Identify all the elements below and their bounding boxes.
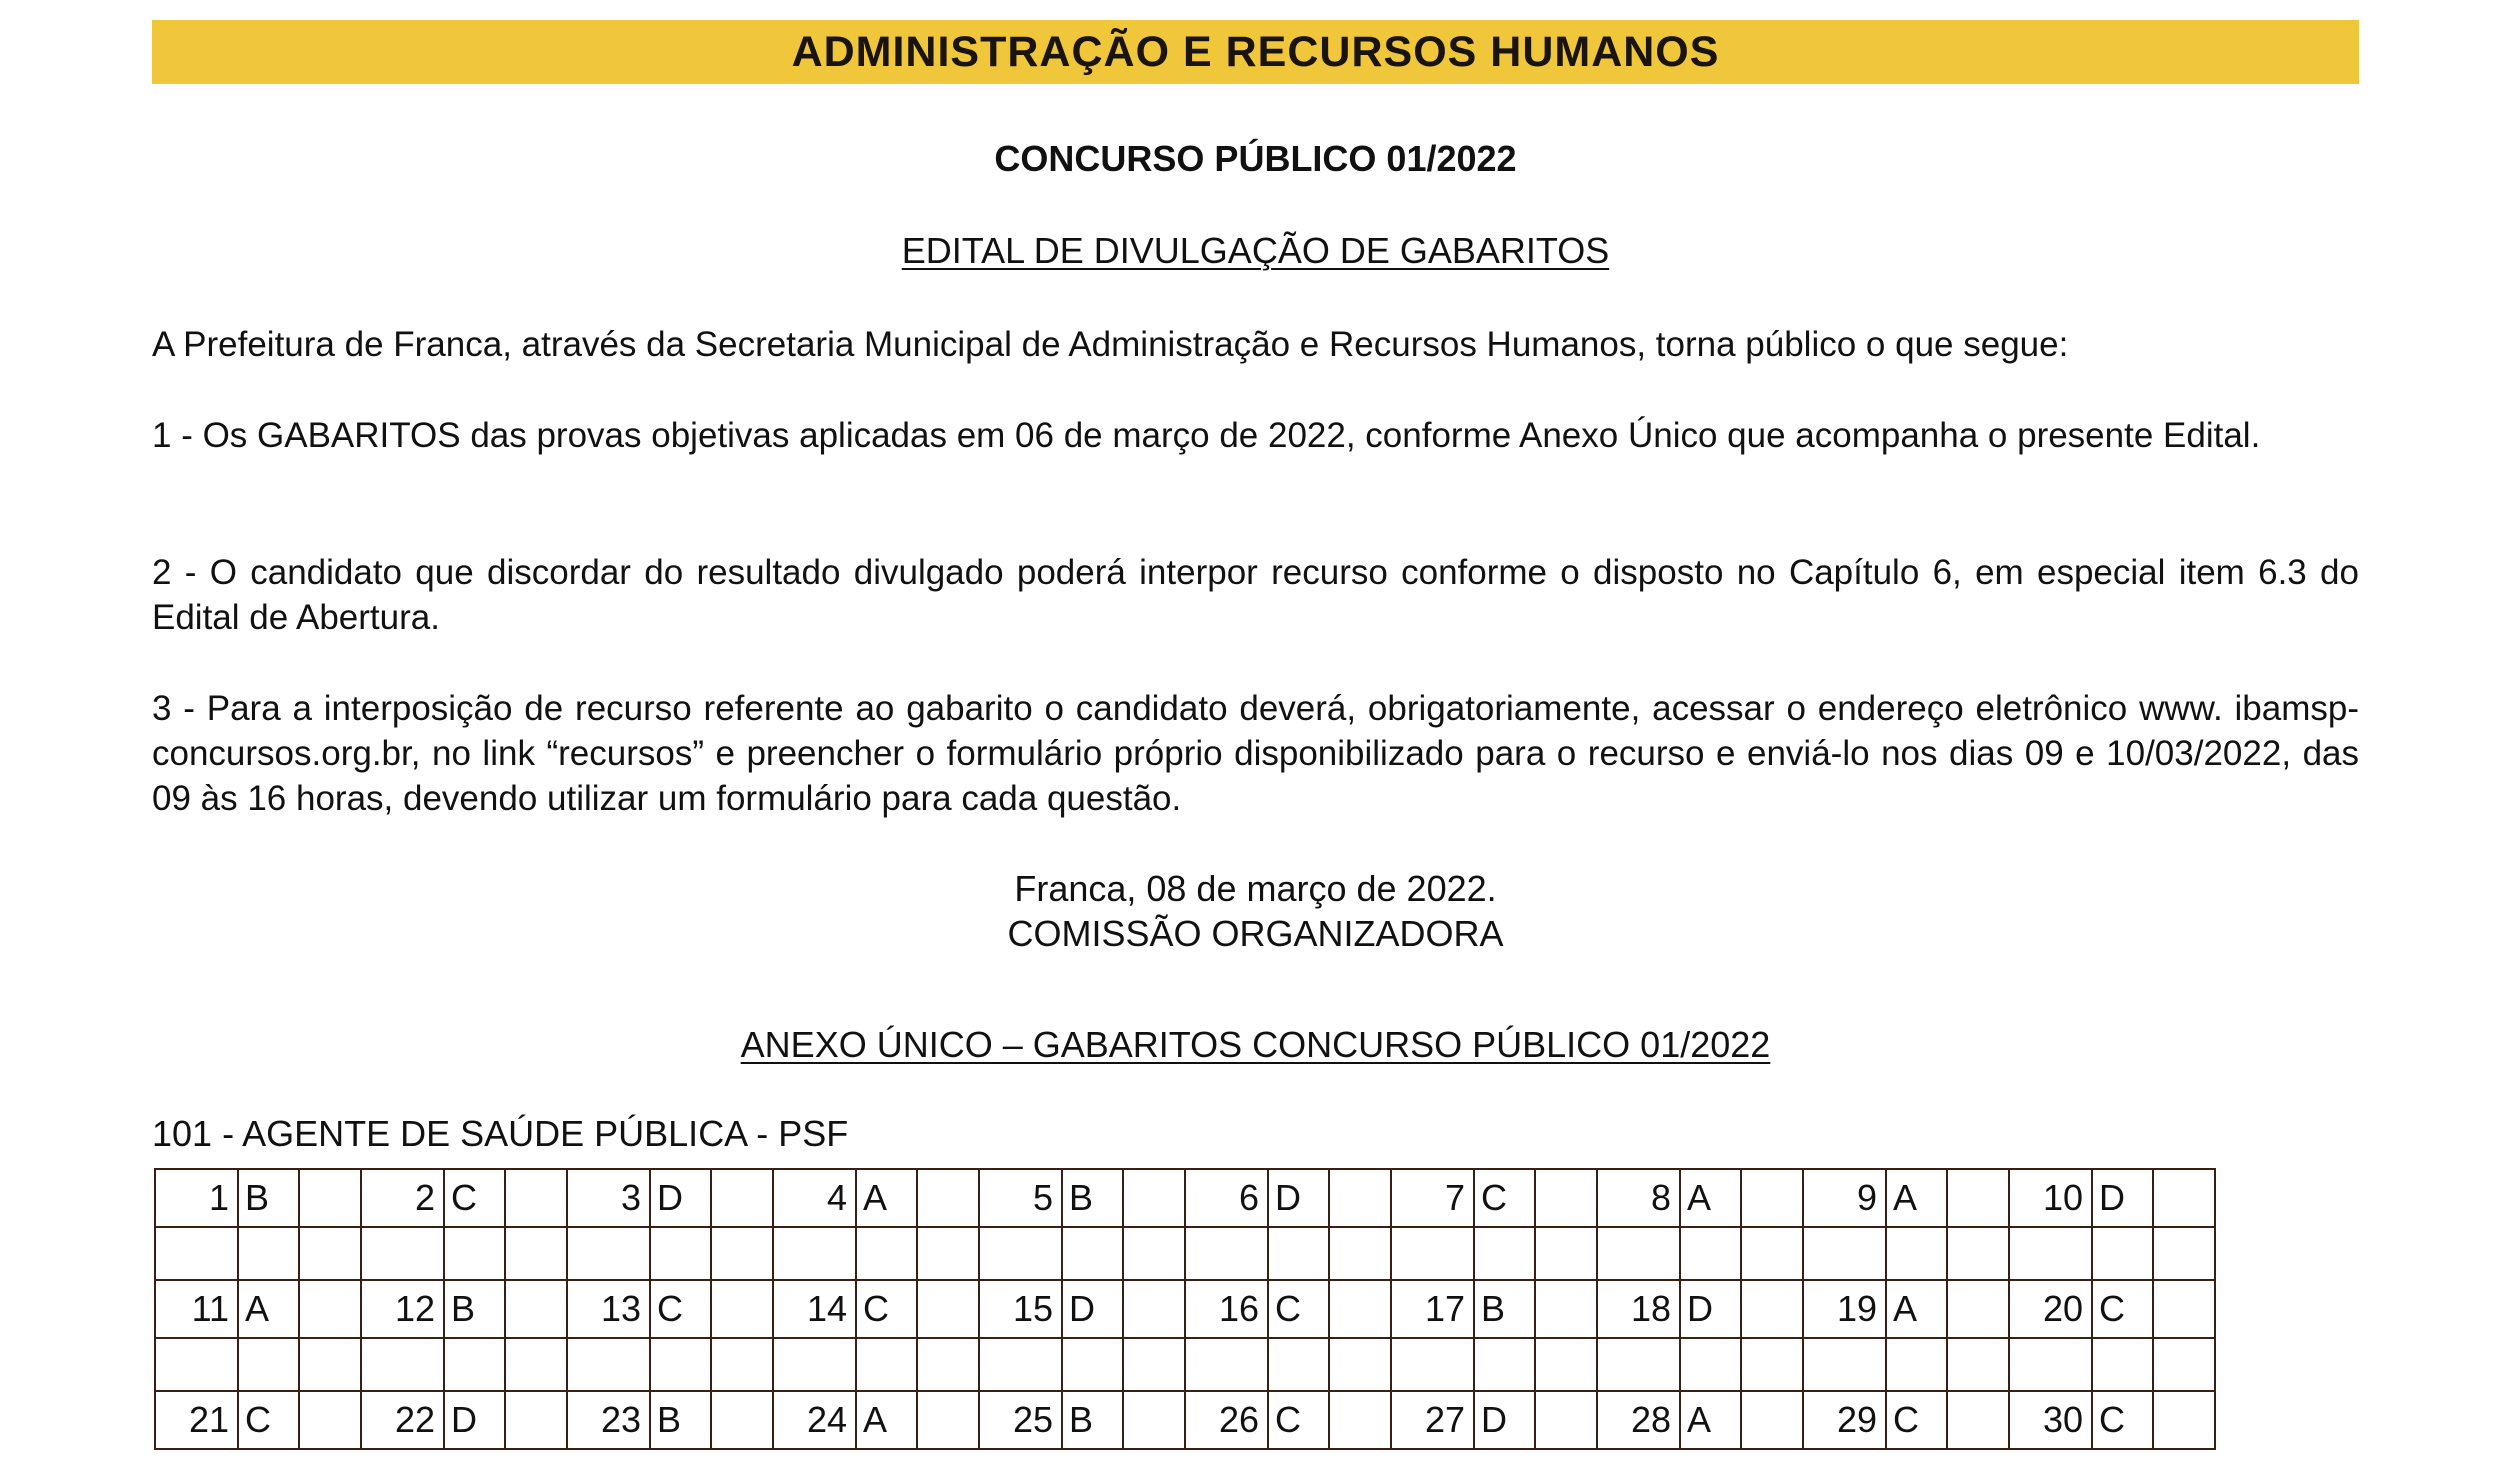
question-number: 3 — [567, 1169, 650, 1227]
table-row — [155, 1169, 2215, 1227]
blank-cell — [155, 1338, 238, 1392]
answer-letter: C — [650, 1280, 711, 1338]
blank-cell — [505, 1169, 567, 1227]
blank-cell — [361, 1227, 444, 1281]
blank-cell — [299, 1391, 361, 1449]
blank-cell — [1123, 1227, 1185, 1281]
blank-cell — [2153, 1391, 2215, 1449]
answer-letter: D — [1474, 1391, 1535, 1449]
blank-cell — [1741, 1338, 1803, 1392]
question-number: 30 — [2009, 1391, 2092, 1449]
blank-cell — [1741, 1280, 1803, 1338]
blank-cell — [2009, 1227, 2092, 1281]
blank-cell — [1474, 1227, 1535, 1281]
blank-cell — [361, 1338, 444, 1392]
answer-letter: A — [238, 1280, 299, 1338]
blank-cell — [1741, 1169, 1803, 1227]
blank-cell — [1391, 1227, 1474, 1281]
answer-letter: C — [444, 1169, 505, 1227]
blank-cell — [1947, 1280, 2009, 1338]
blank-cell — [1597, 1338, 1680, 1392]
question-number: 1 — [155, 1169, 238, 1227]
question-number: 12 — [361, 1280, 444, 1338]
blank-cell — [711, 1391, 773, 1449]
blank-cell — [917, 1280, 979, 1338]
blank-cell — [299, 1280, 361, 1338]
answer-letter: B — [1474, 1280, 1535, 1338]
blank-cell — [1886, 1338, 1947, 1392]
question-number: 9 — [1803, 1169, 1886, 1227]
blank-cell — [773, 1227, 856, 1281]
blank-cell — [1741, 1391, 1803, 1449]
answer-letter: A — [1680, 1169, 1741, 1227]
blank-cell — [1535, 1391, 1597, 1449]
item-2-paragraph: 2 - O candidato que discordar do resultado divulgado poderá interpor recurso conforme o disposto no Capítulo 6, em especial item 6.3 do Edital de Abertura. — [152, 553, 2359, 637]
signature: COMISSÃO ORGANIZADORA — [1007, 913, 1504, 954]
blank-cell — [1947, 1391, 2009, 1449]
blank-cell — [2092, 1338, 2153, 1392]
blank-cell — [1680, 1227, 1741, 1281]
blank-cell — [711, 1338, 773, 1392]
answer-letter: A — [1886, 1169, 1947, 1227]
answer-letter: D — [2092, 1169, 2153, 1227]
item-3-paragraph: 3 - Para a interposição de recurso referente ao gabarito o candidato deverá, obrigatoriamente, acessar o endereço eletrônico www. ibamsp-concursos.org.br, no link “recursos” e preencher o formulário próprio disponibilizado para o recurso e enviá-lo nos dias 09 e 10/03/2022, das 09 às 16 horas, devendo utilizar um formulário para cada questão. — [152, 689, 2359, 818]
blank-cell — [1947, 1169, 2009, 1227]
answer-letter: A — [856, 1169, 917, 1227]
blank-cell — [1391, 1338, 1474, 1392]
answer-letter: B — [1062, 1169, 1123, 1227]
blank-cell — [711, 1280, 773, 1338]
answer-letter: B — [1062, 1391, 1123, 1449]
question-number: 13 — [567, 1280, 650, 1338]
blank-cell — [299, 1338, 361, 1392]
blank-cell — [917, 1227, 979, 1281]
table-row — [155, 1391, 2215, 1449]
blank-cell — [2153, 1169, 2215, 1227]
blank-cell — [856, 1227, 917, 1281]
blank-cell — [711, 1169, 773, 1227]
edict-title: EDITAL DE DIVULGAÇÃO DE GABARITOS — [901, 230, 1610, 271]
blank-cell — [1268, 1227, 1329, 1281]
answer-letter: A — [1680, 1391, 1741, 1449]
blank-cell — [1680, 1338, 1741, 1392]
blank-cell — [1886, 1227, 1947, 1281]
question-number: 28 — [1597, 1391, 1680, 1449]
answer-letter: B — [650, 1391, 711, 1449]
section-banner — [152, 20, 2359, 84]
blank-cell — [155, 1227, 238, 1281]
blank-cell — [505, 1227, 567, 1281]
blank-cell — [1123, 1391, 1185, 1449]
banner-title: ADMINISTRAÇÃO E RECURSOS HUMANOS — [791, 27, 1720, 76]
question-number: 15 — [979, 1280, 1062, 1338]
question-number: 22 — [361, 1391, 444, 1449]
blank-cell — [238, 1338, 299, 1392]
question-number: 24 — [773, 1391, 856, 1449]
question-number: 20 — [2009, 1280, 2092, 1338]
blank-cell — [1329, 1227, 1391, 1281]
blank-cell — [1741, 1227, 1803, 1281]
question-number: 8 — [1597, 1169, 1680, 1227]
answer-letter: C — [1886, 1391, 1947, 1449]
place-date: Franca, 08 de março de 2022. — [1014, 868, 1497, 909]
question-number: 5 — [979, 1169, 1062, 1227]
blank-cell — [2092, 1227, 2153, 1281]
blank-cell — [567, 1227, 650, 1281]
blank-cell — [773, 1338, 856, 1392]
answer-letter: C — [1268, 1280, 1329, 1338]
blank-cell — [444, 1338, 505, 1392]
answer-letter: B — [444, 1280, 505, 1338]
blank-cell — [1123, 1338, 1185, 1392]
answer-letter: C — [1474, 1169, 1535, 1227]
answer-letter: C — [1268, 1391, 1329, 1449]
question-number: 18 — [1597, 1280, 1680, 1338]
question-number: 4 — [773, 1169, 856, 1227]
blank-cell — [299, 1227, 361, 1281]
answer-letter: C — [238, 1391, 299, 1449]
blank-cell — [1597, 1227, 1680, 1281]
blank-cell — [979, 1338, 1062, 1392]
blank-cell — [1329, 1338, 1391, 1392]
section-label: 101 - AGENTE DE SAÚDE PÚBLICA - PSF — [152, 1113, 849, 1154]
blank-cell — [238, 1227, 299, 1281]
blank-cell — [299, 1169, 361, 1227]
blank-cell — [1329, 1280, 1391, 1338]
question-number: 6 — [1185, 1169, 1268, 1227]
blank-cell — [711, 1227, 773, 1281]
question-number: 10 — [2009, 1169, 2092, 1227]
blank-cell — [979, 1227, 1062, 1281]
answer-letter: D — [1680, 1280, 1741, 1338]
question-number: 26 — [1185, 1391, 1268, 1449]
answer-letter: D — [650, 1169, 711, 1227]
question-number: 16 — [1185, 1280, 1268, 1338]
annex-title: ANEXO ÚNICO – GABARITOS CONCURSO PÚBLICO 01/2022 — [740, 1024, 1771, 1065]
blank-cell — [1062, 1338, 1123, 1392]
blank-cell — [2153, 1280, 2215, 1338]
blank-cell — [1474, 1338, 1535, 1392]
spacer-row — [155, 1338, 2215, 1392]
blank-cell — [856, 1338, 917, 1392]
blank-cell — [1535, 1169, 1597, 1227]
question-number: 23 — [567, 1391, 650, 1449]
answer-letter: D — [1268, 1169, 1329, 1227]
blank-cell — [1123, 1280, 1185, 1338]
spacer-row — [155, 1227, 2215, 1281]
blank-cell — [1947, 1227, 2009, 1281]
blank-cell — [2009, 1338, 2092, 1392]
blank-cell — [1535, 1227, 1597, 1281]
blank-cell — [1803, 1338, 1886, 1392]
answer-letter: C — [2092, 1391, 2153, 1449]
intro-paragraph: A Prefeitura de Franca, através da Secretaria Municipal de Administração e Recursos Humanos, torna público o que segue: — [152, 325, 2069, 364]
question-number: 27 — [1391, 1391, 1474, 1449]
question-number: 21 — [155, 1391, 238, 1449]
answer-letter: D — [444, 1391, 505, 1449]
blank-cell — [505, 1338, 567, 1392]
question-number: 29 — [1803, 1391, 1886, 1449]
blank-cell — [1535, 1338, 1597, 1392]
blank-cell — [1062, 1227, 1123, 1281]
blank-cell — [650, 1338, 711, 1392]
blank-cell — [2153, 1227, 2215, 1281]
table-row — [155, 1280, 2215, 1338]
blank-cell — [650, 1227, 711, 1281]
blank-cell — [917, 1391, 979, 1449]
answer-letter: A — [856, 1391, 917, 1449]
blank-cell — [1329, 1169, 1391, 1227]
question-number: 7 — [1391, 1169, 1474, 1227]
answer-letter: D — [1062, 1280, 1123, 1338]
question-number: 19 — [1803, 1280, 1886, 1338]
question-number: 2 — [361, 1169, 444, 1227]
answer-letter: C — [856, 1280, 917, 1338]
question-number: 11 — [155, 1280, 238, 1338]
question-number: 25 — [979, 1391, 1062, 1449]
blank-cell — [1123, 1169, 1185, 1227]
blank-cell — [1329, 1391, 1391, 1449]
blank-cell — [1947, 1338, 2009, 1392]
answer-key-table — [154, 1168, 2216, 1450]
blank-cell — [1803, 1227, 1886, 1281]
question-number: 14 — [773, 1280, 856, 1338]
blank-cell — [505, 1280, 567, 1338]
answer-letter: B — [238, 1169, 299, 1227]
question-number: 17 — [1391, 1280, 1474, 1338]
blank-cell — [1535, 1280, 1597, 1338]
blank-cell — [917, 1169, 979, 1227]
blank-cell — [444, 1227, 505, 1281]
item-1-paragraph: 1 - Os GABARITOS das provas objetivas aplicadas em 06 de março de 2022, conforme Anexo Único que acompanha o presente Edital. — [152, 416, 2261, 455]
answer-letter: A — [1886, 1280, 1947, 1338]
blank-cell — [1185, 1227, 1268, 1281]
blank-cell — [1268, 1338, 1329, 1392]
contest-title: CONCURSO PÚBLICO 01/2022 — [994, 138, 1517, 179]
blank-cell — [917, 1338, 979, 1392]
blank-cell — [1185, 1338, 1268, 1392]
blank-cell — [2153, 1338, 2215, 1392]
blank-cell — [505, 1391, 567, 1449]
answer-letter: C — [2092, 1280, 2153, 1338]
blank-cell — [567, 1338, 650, 1392]
